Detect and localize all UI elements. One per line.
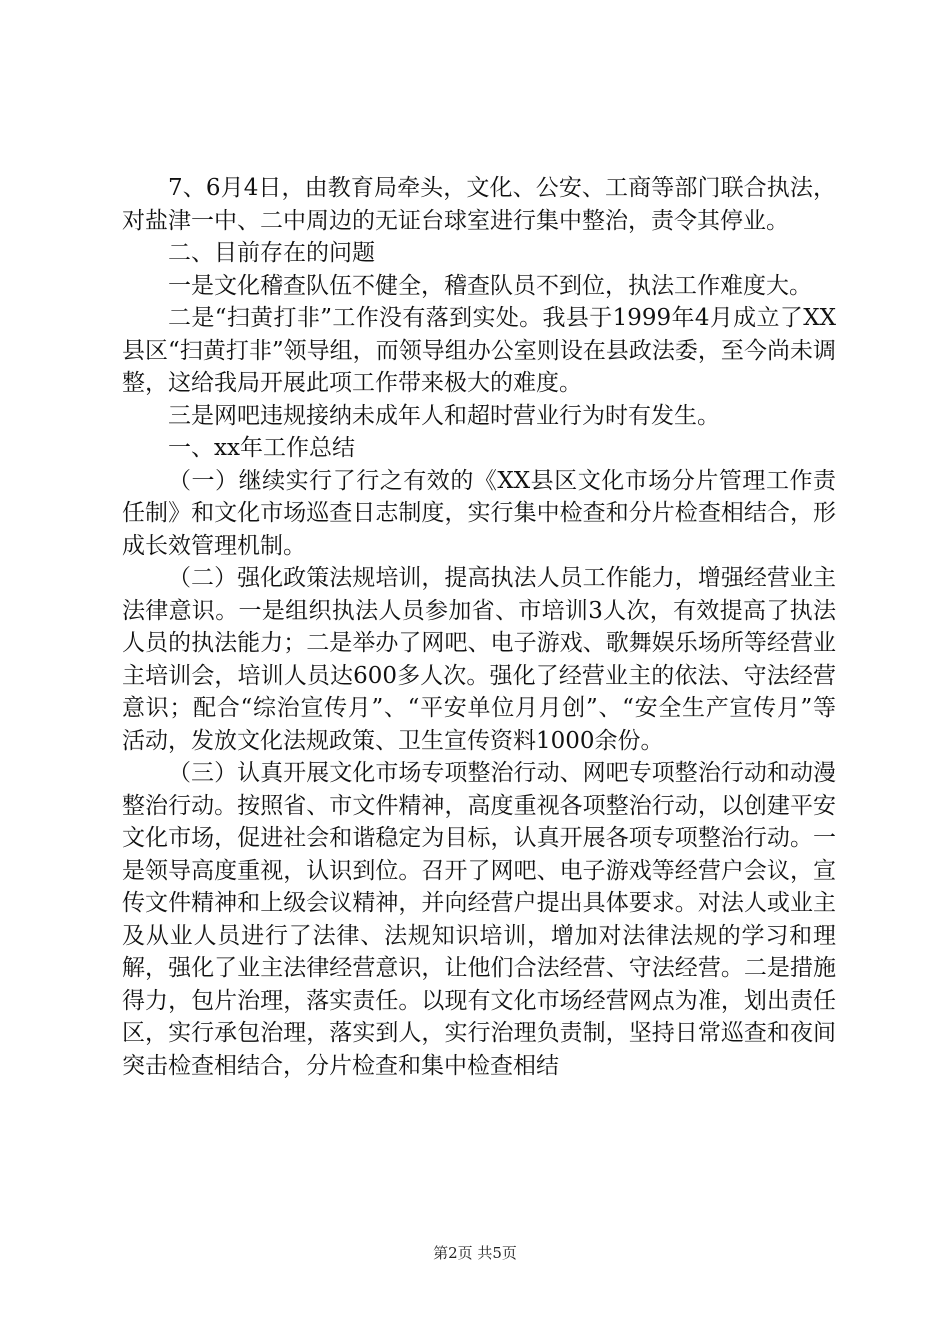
section-heading-problems: 二、目前存在的问题 — [168, 240, 375, 266]
document-body — [122, 172, 836, 1082]
paragraph-problem-1: 一是文化稽查队伍不健全，稽查队员不到位，执法工作难度大。 — [168, 272, 812, 299]
paragraph-item-7: 7、6月4日，由教育局牵头，文化、公安、工商等部门联合执法，对盐津一中、二中周边的无证台球室进行集中整治，责令其停业。 — [122, 175, 836, 234]
paragraph-problem-3: 三是网吧违规接纳未成年人和超时营业行为时有发生。 — [168, 402, 720, 429]
page-number-footer: 第2页 共5页 — [433, 1244, 517, 1262]
paragraph-summary-2: （二）强化政策法规培训，提高执法人员工作能力，增强经营业主法律意识。一是组织执法人员参加省、市培训3人次，有效提高了执法人员的执法能力；二是举办了网吧、电子游戏、歌舞娱乐场所等经营业主培训会，培训人员达600多人次。强化了经营业主的依法、守法经营意识；配合“综治宣传月”、“平安单位月月创”、“安全生产宣传月”等活动，发放文化法规政策、卫生宣传资料1000余份。 — [122, 565, 836, 754]
paragraph-summary-1: （一）继续实行了行之有效的《XX县区文化市场分片管理工作责任制》和文化市场巡查日志制度，实行集中检查和分片检查相结合，形成长效管理机制。 — [122, 467, 836, 559]
paragraph-summary-3: （三）认真开展文化市场专项整治行动、网吧专项整治行动和动漫整治行动。按照省、市文件精神，高度重视各项整治行动，以创建平安文化市场，促进社会和谐稳定为目标，认真开展各项专项整治行动。一是领导高度重视，认识到位。召开了网吧、电子游戏等经营户会议，宣传文件精神和上级会议精神，并向经营户提出具体要求。对法人或业主及从业人员进行了法律、法规知识培训，增加对法律法规的学习和理解，强化了业主法律经营意识，让他们合法经营、守法经营。二是措施得力，包片治理，落实责任。以现有文化市场经营网点为准，划出责任区，实行承包治理，落实到人，实行治理负责制，坚持日常巡查和夜间突击检查相结合，分片检查和集中检查相结 — [122, 760, 836, 1079]
section-heading-summary: 一、xx年工作总结 — [168, 435, 355, 461]
paragraph-problem-2: 二是“扫黄打非”工作没有落到实处。我县于1999年4月成立了XX县区“扫黄打非”领导组，而领导组办公室则设在县政法委，至今尚未调整，这给我局开展此项工作带来极大的难度。 — [122, 305, 836, 396]
